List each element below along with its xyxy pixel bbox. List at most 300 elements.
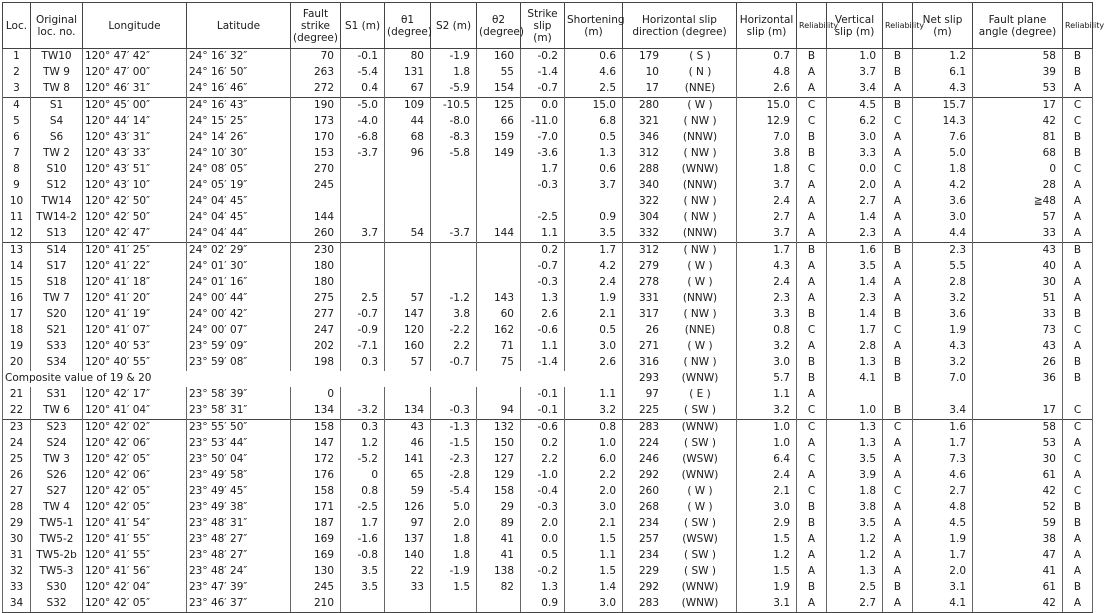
- theta2-cell: 138: [477, 564, 521, 580]
- s1-cell: [341, 210, 385, 226]
- header-loc: Loc.: [3, 3, 31, 49]
- s1-cell: [341, 178, 385, 194]
- horizontal-slip-cell: 1.5: [737, 532, 797, 548]
- table-row: [3, 452, 1093, 468]
- latitude-cell: 23° 50′ 04″: [187, 452, 291, 468]
- direction-degree: 26: [645, 324, 659, 337]
- fault-plane-angle-cell: 58: [973, 49, 1063, 66]
- theta2-cell: 160: [477, 49, 521, 66]
- reliability-2-cell: A: [883, 548, 913, 564]
- s1-cell: -5.4: [341, 65, 385, 81]
- s2-cell: [431, 275, 477, 291]
- theta2-cell: [477, 162, 521, 178]
- direction-name: ( N ): [688, 66, 712, 79]
- longitude-cell: 120° 43′ 51″: [83, 162, 187, 178]
- theta1-cell: 67: [385, 81, 431, 98]
- loc-cell: 19: [3, 339, 31, 355]
- direction-degree: 322: [638, 195, 659, 208]
- header-reliability-1: Reliability: [797, 3, 827, 49]
- table-row: [3, 178, 1093, 194]
- longitude-cell: 120° 42′ 06″: [83, 468, 187, 484]
- reliability-3-cell: B: [1063, 49, 1093, 66]
- direction-name: ( NW ): [683, 147, 717, 160]
- s1-cell: -1.6: [341, 532, 385, 548]
- reliability-2-cell: A: [883, 436, 913, 452]
- horizontal-slip-direction-cell: [623, 178, 737, 194]
- direction-name: (WSW): [682, 453, 718, 466]
- fault-plane-angle-cell: 57: [973, 210, 1063, 226]
- longitude-cell: 120° 40′ 53″: [83, 339, 187, 355]
- reliability-2-cell: B: [883, 355, 913, 371]
- direction-degree: 229: [638, 565, 659, 578]
- horizontal-slip-cell: 3.7: [737, 226, 797, 243]
- net-slip-cell: 15.7: [913, 98, 973, 115]
- table-row: [3, 516, 1093, 532]
- longitude-cell: 120° 42′ 05″: [83, 500, 187, 516]
- s1-cell: 0.4: [341, 81, 385, 98]
- direction-name: (WNW): [681, 469, 719, 482]
- s1-cell: -5.2: [341, 452, 385, 468]
- loc-cell: 20: [3, 355, 31, 371]
- strike-slip-cell: -1.4: [521, 355, 565, 371]
- vertical-slip-cell: 1.2: [827, 548, 883, 564]
- original-loc-cell: S26: [31, 468, 83, 484]
- longitude-cell: 120° 41′ 07″: [83, 323, 187, 339]
- net-slip-cell: 4.2: [913, 178, 973, 194]
- net-slip-cell: 3.6: [913, 307, 973, 323]
- theta2-cell: 89: [477, 516, 521, 532]
- theta1-cell: 33: [385, 580, 431, 596]
- fault-plane-angle-cell: 28: [973, 178, 1063, 194]
- original-loc-cell: S13: [31, 226, 83, 243]
- horizontal-slip-direction-cell: [623, 98, 737, 115]
- reliability-2-cell: A: [883, 564, 913, 580]
- theta1-cell: 59: [385, 484, 431, 500]
- longitude-cell: 120° 40′ 55″: [83, 355, 187, 371]
- horizontal-slip-direction-cell: [623, 387, 737, 403]
- table-row: [3, 49, 1093, 66]
- net-slip-cell: 1.2: [913, 49, 973, 66]
- horizontal-slip-cell: 2.3: [737, 291, 797, 307]
- strike-slip-cell: 0.0: [521, 98, 565, 115]
- theta2-cell: 71: [477, 339, 521, 355]
- s1-cell: -6.8: [341, 130, 385, 146]
- net-slip-cell: 1.7: [913, 436, 973, 452]
- table-row: [3, 387, 1093, 403]
- vertical-slip-cell: 1.3: [827, 564, 883, 580]
- fault-strike-cell: 130: [291, 564, 341, 580]
- reliability-2-cell: C: [883, 114, 913, 130]
- s2-cell: 3.8: [431, 307, 477, 323]
- reliability-1-cell: B: [797, 355, 827, 371]
- direction-degree: 97: [645, 388, 659, 401]
- header-theta2: θ2 (degree): [477, 3, 521, 49]
- fault-strike-cell: 147: [291, 436, 341, 452]
- original-loc-cell: TW14: [31, 194, 83, 210]
- composite-row: [3, 371, 1093, 387]
- vertical-slip-cell: 3.8: [827, 500, 883, 516]
- fault-strike-cell: 245: [291, 178, 341, 194]
- fault-plane-angle-cell: 30: [973, 452, 1063, 468]
- net-slip-cell: 3.1: [913, 580, 973, 596]
- fault-plane-angle-cell: 61: [973, 580, 1063, 596]
- longitude-cell: 120° 42′ 05″: [83, 452, 187, 468]
- theta2-cell: 143: [477, 291, 521, 307]
- reliability-1-cell: A: [797, 339, 827, 355]
- strike-slip-cell: 2.0: [521, 516, 565, 532]
- s2-cell: 2.2: [431, 339, 477, 355]
- strike-slip-cell: 0.9: [521, 596, 565, 613]
- header-vertical-slip: Vertical slip (m): [827, 3, 883, 49]
- net-slip-cell: 3.2: [913, 291, 973, 307]
- loc-cell: 17: [3, 307, 31, 323]
- reliability-3-cell: A: [1063, 339, 1093, 355]
- loc-cell: 14: [3, 259, 31, 275]
- reliability-3-cell: C: [1063, 452, 1093, 468]
- latitude-cell: 24° 15′ 25″: [187, 114, 291, 130]
- reliability-1-cell: A: [797, 596, 827, 613]
- net-slip-cell: 5.0: [913, 146, 973, 162]
- direction-degree: 346: [638, 131, 659, 144]
- s1-cell: [341, 275, 385, 291]
- latitude-cell: 23° 49′ 58″: [187, 468, 291, 484]
- net-slip-cell: 3.2: [913, 355, 973, 371]
- direction-degree: 246: [638, 453, 659, 466]
- fault-strike-cell: 170: [291, 130, 341, 146]
- s2-cell: [431, 178, 477, 194]
- net-slip-cell: 4.1: [913, 596, 973, 613]
- reliability-3-cell: A: [1063, 532, 1093, 548]
- net-slip-cell: 1.9: [913, 323, 973, 339]
- table-row: [3, 162, 1093, 178]
- reliability-1-cell: C: [797, 452, 827, 468]
- longitude-cell: 120° 43′ 10″: [83, 178, 187, 194]
- horizontal-slip-cell: 2.1: [737, 484, 797, 500]
- reliability-3-cell: B: [1063, 355, 1093, 371]
- horizontal-slip-cell: 3.2: [737, 403, 797, 420]
- latitude-cell: 24° 16′ 50″: [187, 65, 291, 81]
- theta2-cell: [477, 243, 521, 260]
- theta1-cell: [385, 387, 431, 403]
- table-row: [3, 81, 1093, 98]
- reliability-1-cell: A: [797, 548, 827, 564]
- vertical-slip-cell: 2.5: [827, 580, 883, 596]
- loc-cell: 6: [3, 130, 31, 146]
- s1-cell: -3.2: [341, 403, 385, 420]
- horizontal-slip-direction-cell: [623, 532, 737, 548]
- s2-cell: 5.0: [431, 500, 477, 516]
- direction-degree: 234: [638, 549, 659, 562]
- net-slip-cell: 4.3: [913, 339, 973, 355]
- shortening-cell: 0.5: [565, 130, 623, 146]
- s1-cell: 3.5: [341, 580, 385, 596]
- shortening-cell: 1.1: [565, 548, 623, 564]
- fault-plane-angle-cell: 61: [973, 468, 1063, 484]
- longitude-cell: 120° 41′ 22″: [83, 259, 187, 275]
- latitude-cell: 24° 02′ 29″: [187, 243, 291, 260]
- table-row: [3, 243, 1093, 260]
- s2-cell: [431, 596, 477, 613]
- horizontal-slip-cell: 3.0: [737, 355, 797, 371]
- longitude-cell: 120° 46′ 31″: [83, 81, 187, 98]
- vertical-slip-cell: 3.5: [827, 516, 883, 532]
- horizontal-slip-cell: 0.7: [737, 49, 797, 66]
- direction-degree: 257: [638, 533, 659, 546]
- theta2-cell: 129: [477, 468, 521, 484]
- theta2-cell: 94: [477, 403, 521, 420]
- latitude-cell: 23° 55′ 50″: [187, 420, 291, 437]
- strike-slip-cell: -7.0: [521, 130, 565, 146]
- loc-cell: 2: [3, 65, 31, 81]
- net-slip-cell: 2.3: [913, 243, 973, 260]
- latitude-cell: 23° 48′ 27″: [187, 548, 291, 564]
- s2-cell: -1.9: [431, 564, 477, 580]
- latitude-cell: 23° 59′ 09″: [187, 339, 291, 355]
- table-row: [3, 226, 1093, 243]
- theta2-cell: 159: [477, 130, 521, 146]
- theta1-cell: 80: [385, 49, 431, 66]
- direction-name: (NNE): [684, 324, 716, 337]
- vertical-slip-cell: 1.4: [827, 275, 883, 291]
- strike-slip-cell: [521, 194, 565, 210]
- table-row: [3, 564, 1093, 580]
- horizontal-slip-direction-cell: [623, 420, 737, 437]
- reliability-1-cell: A: [797, 436, 827, 452]
- reliability-1-cell: B: [797, 500, 827, 516]
- original-loc-cell: S18: [31, 275, 83, 291]
- theta2-cell: 144: [477, 226, 521, 243]
- fault-plane-angle-cell: 0: [973, 162, 1063, 178]
- fault-strike-cell: 272: [291, 81, 341, 98]
- direction-name: (NNE): [684, 82, 716, 95]
- fault-strike-cell: 245: [291, 580, 341, 596]
- loc-cell: 4: [3, 98, 31, 115]
- theta2-cell: 75: [477, 355, 521, 371]
- original-loc-cell: S4: [31, 114, 83, 130]
- header-longitude: Longitude: [83, 3, 187, 49]
- fault-strike-cell: 70: [291, 49, 341, 66]
- latitude-cell: 23° 46′ 37″: [187, 596, 291, 613]
- reliability-2-cell: A: [883, 210, 913, 226]
- s1-cell: -3.7: [341, 146, 385, 162]
- strike-slip-cell: 2.6: [521, 307, 565, 323]
- reliability-2-cell: A: [883, 468, 913, 484]
- loc-cell: 9: [3, 178, 31, 194]
- horizontal-slip-cell: 1.0: [737, 420, 797, 437]
- reliability-1-cell: A: [797, 532, 827, 548]
- longitude-cell: 120° 43′ 33″: [83, 146, 187, 162]
- reliability-2-cell: B: [883, 403, 913, 420]
- horizontal-slip-direction-cell: [623, 564, 737, 580]
- header-fault-plane-angle: Fault plane angle (degree): [973, 3, 1063, 49]
- s1-cell: [341, 162, 385, 178]
- vertical-slip-cell: 3.7: [827, 65, 883, 81]
- s1-cell: -0.9: [341, 323, 385, 339]
- direction-name: (NNW): [682, 227, 718, 240]
- direction-name: (WSW): [682, 533, 718, 546]
- direction-degree: 280: [638, 99, 659, 112]
- theta1-cell: [385, 243, 431, 260]
- vertical-slip-cell: 1.4: [827, 210, 883, 226]
- net-slip-cell: 5.5: [913, 259, 973, 275]
- vertical-slip-cell: 3.4: [827, 81, 883, 98]
- strike-slip-cell: -0.3: [521, 178, 565, 194]
- direction-name: ( NW ): [683, 244, 717, 257]
- header-row: [3, 3, 1093, 49]
- header-horizontal-slip: Horizontal slip (m): [737, 3, 797, 49]
- longitude-cell: 120° 42′ 04″: [83, 580, 187, 596]
- net-slip-cell: [913, 387, 973, 403]
- table-row: [3, 420, 1093, 437]
- direction-degree: 271: [638, 340, 659, 353]
- reliability-3-cell: C: [1063, 98, 1093, 115]
- strike-slip-cell: -0.1: [521, 387, 565, 403]
- fault-strike-cell: 263: [291, 65, 341, 81]
- reliability-1-cell: A: [797, 81, 827, 98]
- loc-cell: 26: [3, 468, 31, 484]
- reliability-2-cell: A: [883, 339, 913, 355]
- header-reliability-2: Reliability: [883, 3, 913, 49]
- vertical-slip-cell: 1.7: [827, 323, 883, 339]
- table-row: [3, 403, 1093, 420]
- fault-strike-cell: 158: [291, 484, 341, 500]
- theta1-cell: [385, 596, 431, 613]
- reliability-3-cell: B: [1063, 243, 1093, 260]
- original-loc-cell: S17: [31, 259, 83, 275]
- theta1-cell: 54: [385, 226, 431, 243]
- fault-plane-angle-cell: 33: [973, 307, 1063, 323]
- reliability-2-cell: B: [883, 307, 913, 323]
- horizontal-slip-cell: 3.3: [737, 307, 797, 323]
- s2-cell: 1.8: [431, 532, 477, 548]
- table-row: [3, 307, 1093, 323]
- fault-strike-cell: 202: [291, 339, 341, 355]
- net-slip-cell: 2.8: [913, 275, 973, 291]
- theta1-cell: 44: [385, 114, 431, 130]
- original-loc-cell: S32: [31, 596, 83, 613]
- loc-cell: 1: [3, 49, 31, 66]
- horizontal-slip-cell: 1.5: [737, 564, 797, 580]
- direction-name: ( SW ): [684, 549, 716, 562]
- reliability-3-cell: C: [1063, 162, 1093, 178]
- fault-plane-angle-cell: 26: [973, 355, 1063, 371]
- fault-plane-angle-cell: 81: [973, 130, 1063, 146]
- longitude-cell: 120° 47′ 00″: [83, 65, 187, 81]
- fault-data-table: [2, 2, 1104, 613]
- original-loc-cell: S21: [31, 323, 83, 339]
- longitude-cell: 120° 42′ 05″: [83, 596, 187, 613]
- net-slip-cell: 3.6: [913, 194, 973, 210]
- reliability-3-cell: B: [1063, 516, 1093, 532]
- reliability-2-cell: C: [883, 323, 913, 339]
- composite-label: Composite value of 19 & 20: [3, 371, 623, 387]
- fault-plane-angle-cell: 53: [973, 436, 1063, 452]
- strike-slip-cell: 1.7: [521, 162, 565, 178]
- vertical-slip-cell: 1.0: [827, 49, 883, 66]
- fault-strike-cell: 0: [291, 387, 341, 403]
- theta1-cell: 131: [385, 65, 431, 81]
- longitude-cell: 120° 45′ 00″: [83, 98, 187, 115]
- fault-plane-angle-cell: 17: [973, 98, 1063, 115]
- horizontal-slip-direction-cell: [623, 194, 737, 210]
- reliability-1-cell: C: [797, 484, 827, 500]
- horizontal-slip-cell: 4.8: [737, 65, 797, 81]
- reliability-1-cell: C: [797, 114, 827, 130]
- loc-cell: 13: [3, 243, 31, 260]
- s2-cell: -1.9: [431, 49, 477, 66]
- loc-cell: 24: [3, 436, 31, 452]
- shortening-cell: 15.0: [565, 98, 623, 115]
- strike-slip-cell: -0.3: [521, 275, 565, 291]
- loc-cell: 27: [3, 484, 31, 500]
- longitude-cell: 120° 47′ 42″: [83, 49, 187, 66]
- theta2-cell: [477, 275, 521, 291]
- horizontal-slip-cell: 1.2: [737, 548, 797, 564]
- s1-cell: -5.0: [341, 98, 385, 115]
- s2-cell: 1.8: [431, 548, 477, 564]
- fault-plane-angle-cell: 59: [973, 516, 1063, 532]
- direction-name: ( W ): [687, 485, 713, 498]
- reliability-2-cell: A: [883, 81, 913, 98]
- direction-name: (WNW): [681, 597, 719, 610]
- header-s1: S1 (m): [341, 3, 385, 49]
- shortening-cell: 1.3: [565, 146, 623, 162]
- horizontal-slip-direction-cell: [623, 291, 737, 307]
- s1-cell: [341, 387, 385, 403]
- s1-cell: 0.3: [341, 420, 385, 437]
- latitude-cell: 23° 48′ 27″: [187, 532, 291, 548]
- vertical-slip-cell: 3.0: [827, 130, 883, 146]
- direction-name: ( NW ): [683, 356, 717, 369]
- net-slip-cell: 4.3: [913, 81, 973, 98]
- fault-strike-cell: 172: [291, 452, 341, 468]
- theta2-cell: [477, 178, 521, 194]
- header-shortening: Shortening (m): [565, 3, 623, 49]
- longitude-cell: 120° 42′ 50″: [83, 210, 187, 226]
- s2-cell: [431, 387, 477, 403]
- s2-cell: -8.3: [431, 130, 477, 146]
- vertical-slip-cell: 1.2: [827, 532, 883, 548]
- reliability-2-cell: C: [883, 420, 913, 437]
- net-slip-cell: 7.6: [913, 130, 973, 146]
- latitude-cell: 24° 16′ 43″: [187, 98, 291, 115]
- vertical-slip-cell: 1.3: [827, 420, 883, 437]
- horizontal-slip-cell: 0.8: [737, 323, 797, 339]
- original-loc-cell: S33: [31, 339, 83, 355]
- s2-cell: -1.3: [431, 420, 477, 437]
- latitude-cell: 24° 04′ 44″: [187, 226, 291, 243]
- latitude-cell: 24° 10′ 30″: [187, 146, 291, 162]
- direction-name: ( SW ): [684, 517, 716, 530]
- reliability-2-cell: C: [883, 484, 913, 500]
- original-loc-cell: S24: [31, 436, 83, 452]
- longitude-cell: 120° 42′ 05″: [83, 484, 187, 500]
- longitude-cell: 120° 41′ 56″: [83, 564, 187, 580]
- header-original-loc-no: Original loc. no.: [31, 3, 83, 49]
- theta2-cell: 55: [477, 65, 521, 81]
- original-loc-cell: TW5-2b: [31, 548, 83, 564]
- original-loc-cell: TW10: [31, 49, 83, 66]
- reliability-1-cell: A: [797, 65, 827, 81]
- direction-name: (WNW): [681, 163, 719, 176]
- shortening-cell: 0.9: [565, 210, 623, 226]
- reliability-2-cell: A: [883, 275, 913, 291]
- s1-cell: 2.5: [341, 291, 385, 307]
- horizontal-slip-cell: 12.9: [737, 114, 797, 130]
- direction-degree: 293: [638, 372, 659, 385]
- horizontal-slip-cell: 3.8: [737, 146, 797, 162]
- reliability-3-cell: C: [1063, 420, 1093, 437]
